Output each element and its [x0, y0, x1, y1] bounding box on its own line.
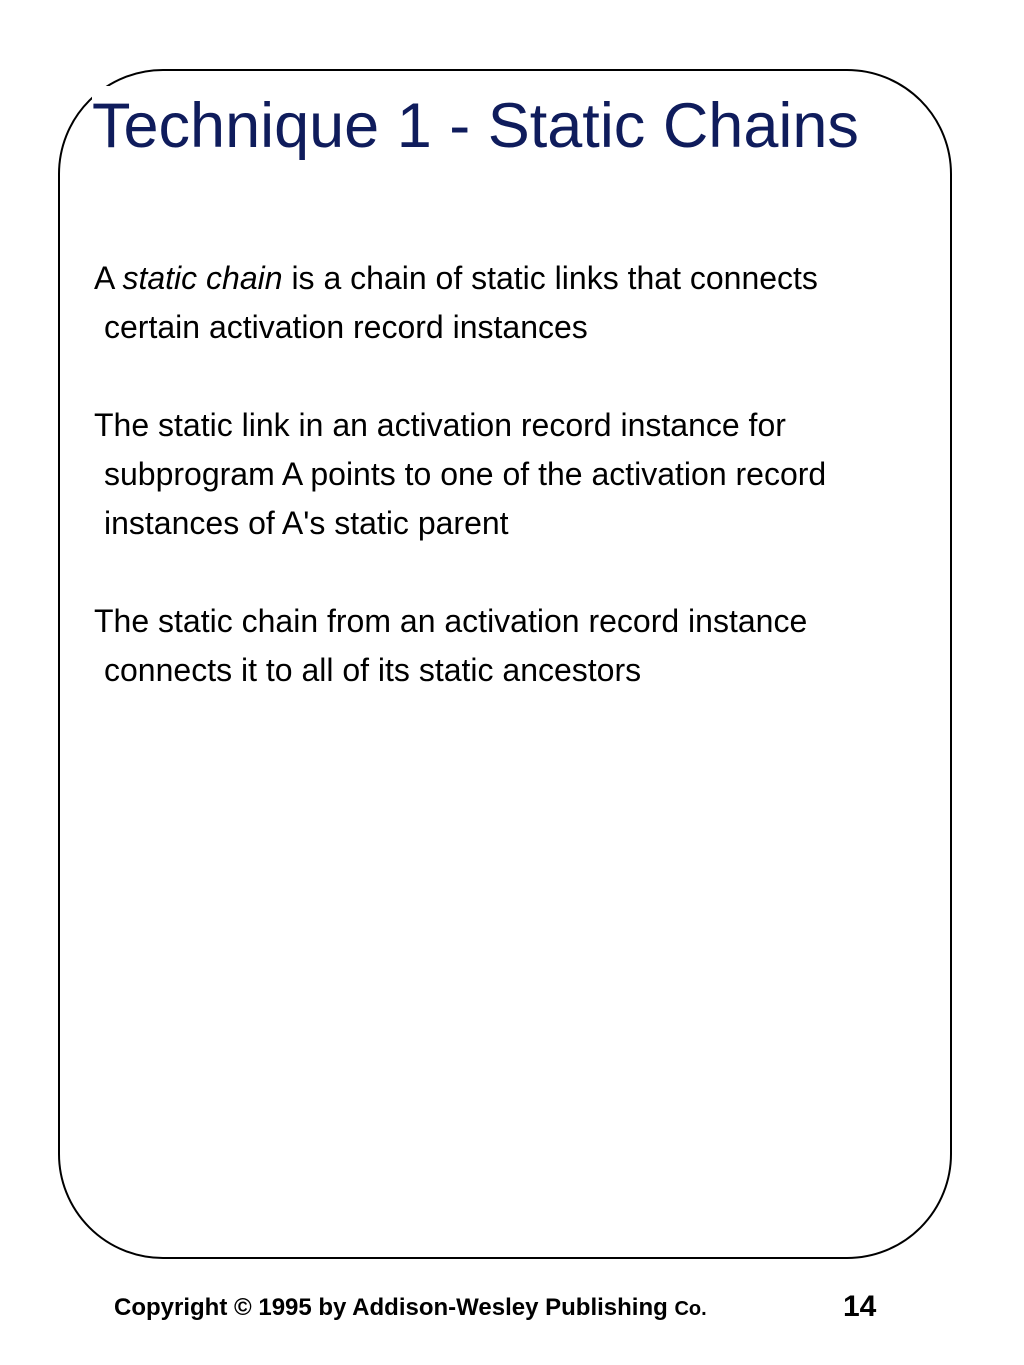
copyright-suffix: Co. — [674, 1298, 707, 1320]
paragraph-static-link: The static link in an activation record instance for subprogram A points to one of the activation record instances of A's static parent — [94, 407, 827, 541]
slide-title: Technique 1 - Static Chains — [92, 86, 863, 166]
paragraph-static-ancestors: The static chain from an activation record instance connects it to all of its static ancestors — [94, 603, 808, 688]
slide-body — [94, 254, 894, 744]
page-number: 14 — [843, 1290, 877, 1323]
footer-copyright — [114, 1294, 707, 1322]
copyright-text: Copyright © 1995 by Addison-Wesley Publishing — [114, 1294, 675, 1321]
paragraph-static-chain-definition — [94, 254, 894, 352]
emphasized-term: static chain — [122, 260, 283, 296]
paragraph-suffix: is a chain of static links that connects certain activation record instances — [104, 260, 818, 345]
paragraph-prefix: A — [94, 260, 123, 296]
